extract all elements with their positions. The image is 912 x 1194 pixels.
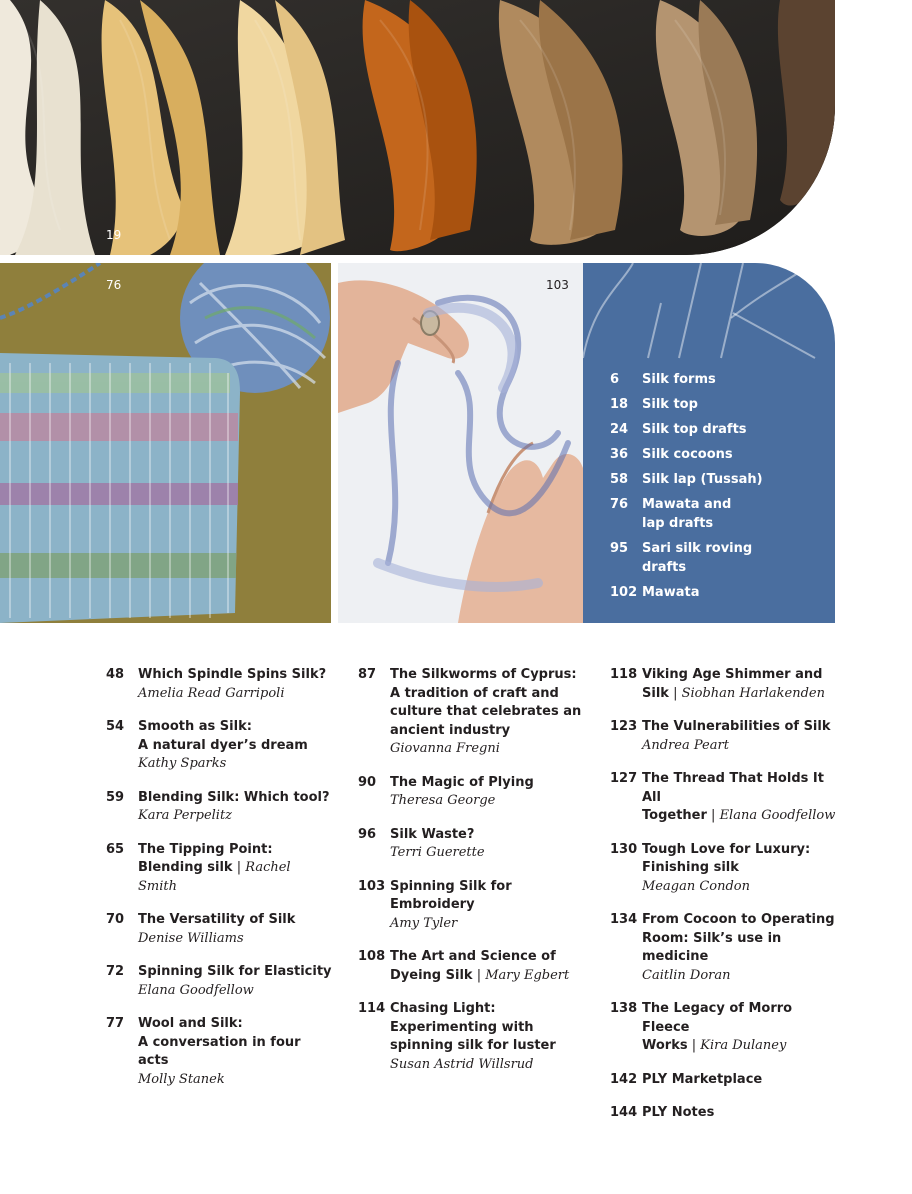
toc-author: Meagan Condon [642,878,750,894]
toc-page-number: 118 [610,667,638,682]
toc-subtitle: Works [642,1038,688,1053]
toc-author: Molly Stanek [138,1071,225,1087]
silk-item-title: Mawata [642,585,700,600]
toc-separator: | [236,860,246,875]
toc-subtitle: Finishing silk [642,860,739,875]
toc-entry[interactable] [610,911,840,985]
toc-title: The Art and Science of [390,949,556,964]
silk-item-title: Silk cocoons [642,447,733,462]
toc-title: Smooth as Silk: [138,719,252,734]
silk-forms-item[interactable] [610,583,830,602]
photo-page-number: 103 [546,278,569,292]
toc-entry[interactable] [358,826,594,863]
silk-forms-item[interactable] [610,495,830,533]
toc-title: The Silkworms of Cyprus: [390,667,577,682]
toc-column-2 [358,666,594,1089]
silk-item-title: Silk top drafts [642,422,747,437]
silk-item-page: 18 [610,397,629,412]
toc-subtitle: Room: Silk’s use in medicine [642,930,782,964]
toc-entry[interactable] [106,666,332,703]
toc-entry[interactable] [106,789,332,826]
silk-forms-item[interactable] [610,370,830,389]
toc-entry[interactable] [358,666,594,759]
toc-separator: | [476,967,486,983]
toc-title: Viking Age Shimmer and [642,667,823,682]
toc-title: Wool and Silk: [138,1016,243,1031]
toc-author: Rachel Smith [138,860,291,894]
toc-subtitle: Experimenting with spinning silk for luster [390,1019,556,1053]
toc-author: Mary Egbert [485,967,570,983]
silk-forms-panel [583,263,835,623]
silk-item-title: Mawata and lap drafts [642,497,732,531]
photo-page-number: 19 [106,228,122,242]
toc-author: Kathy Sparks [138,756,227,771]
toc-page-number: 54 [106,719,125,734]
toc-separator: | [691,1038,701,1053]
toc-title: Tough Love for Luxury: [642,841,811,857]
toc-entry[interactable] [358,774,594,811]
silk-forms-item[interactable] [610,395,830,414]
toc-page-number: 72 [106,964,125,979]
toc-title: From Cocoon to Operating [642,912,835,927]
knit-swatch-photo [0,263,331,623]
silk-watermark [583,263,835,373]
toc-page-number: 144 [610,1105,638,1120]
toc-author: Kara Perpelitz [138,808,233,823]
toc-author: Amelia Read Garripoli [138,685,285,701]
toc-subtitle: A tradition of craft and culture that celebrates an ancient industry [390,685,582,738]
toc-entry[interactable] [106,911,332,948]
toc-subtitle: A natural dyer’s dream [138,737,308,753]
toc-page-number: 130 [610,841,638,857]
toc-title: Silk Waste? [390,826,475,842]
toc-author: Denise Williams [138,930,244,946]
silk-item-title: Silk top [642,397,698,412]
toc-entry[interactable] [610,666,840,703]
hands-photo [338,263,583,623]
toc-page-number: 87 [358,667,377,682]
toc-page-number: 127 [610,771,638,786]
toc-entry[interactable] [610,841,840,897]
silk-item-title: Silk forms [642,372,716,387]
toc-title: The Tipping Point: [138,841,273,857]
toc-entry[interactable] [610,718,840,755]
toc-title: Spinning Silk for Elasticity [138,964,332,979]
toc-entry[interactable] [610,1104,840,1123]
skeins-photo [0,0,835,255]
toc-title: The Thread That Holds It All [642,771,824,805]
toc-title: The Legacy of Morro Fleece [642,1001,793,1035]
toc-page-number: 70 [106,912,125,927]
toc-page-number: 114 [358,1001,386,1016]
toc-page-number: 123 [610,719,638,734]
silk-item-page: 58 [610,472,629,487]
silk-item-page: 6 [610,372,620,387]
toc-entry[interactable] [358,1000,594,1074]
toc-entry[interactable] [106,718,332,774]
toc-entry[interactable] [106,963,332,1000]
toc-entry[interactable] [106,1015,332,1089]
toc-page-number: 65 [106,841,125,857]
toc-entry[interactable] [610,1071,840,1090]
toc-subtitle: Together [642,808,707,823]
toc-author: Theresa George [390,793,496,808]
toc-page-number: 90 [358,774,377,790]
toc-author: Elana Goodfellow [138,982,254,998]
toc-entry[interactable] [610,770,840,826]
toc-entry[interactable] [106,841,332,897]
toc-author: Andrea Peart [642,737,729,753]
silk-forms-item[interactable] [610,539,830,577]
toc-page-number: 48 [106,667,125,682]
toc-entry[interactable] [610,1000,840,1056]
toc-title: The Magic of Plying [390,774,534,790]
silk-forms-list [610,370,830,608]
silk-item-page: 36 [610,447,629,462]
toc-subtitle: Blending silk [138,860,233,875]
toc-title: PLY Notes [642,1105,715,1120]
toc-subtitle: Silk [642,685,669,701]
toc-author: Kira Dulaney [700,1038,787,1053]
silk-item-page: 102 [610,585,638,600]
silk-forms-item[interactable] [610,470,830,489]
silk-item-title: Silk lap (Tussah) [642,472,763,487]
toc-separator: | [673,685,682,701]
toc-author: Susan Astrid Willsrud [390,1056,534,1072]
toc-page-number: 59 [106,789,125,805]
silk-item-page: 95 [610,541,629,556]
toc-title: The Vulnerabilities of Silk [642,719,831,734]
toc-author: Caitlin Doran [642,967,731,983]
toc-page-number: 77 [106,1016,125,1031]
toc-entry[interactable] [358,948,594,985]
toc-page-number: 108 [358,949,386,964]
silk-item-page: 76 [610,497,629,512]
toc-page-number: 134 [610,912,638,927]
silk-item-title: Sari silk roving drafts [642,541,753,575]
silk-item-page: 24 [610,422,629,437]
toc-separator: | [711,808,720,823]
toc-author: Elana Goodfellow [719,808,836,823]
toc-title: Spinning Silk for Embroidery [390,878,512,912]
toc-page-number: 96 [358,826,377,842]
toc-title: PLY Marketplace [642,1071,763,1087]
toc-title: The Versatility of Silk [138,912,296,927]
toc-title: Blending Silk: Which tool? [138,789,330,805]
hands-illustration [338,263,583,623]
toc-page-number: 138 [610,1001,638,1016]
toc-column-1 [106,666,332,1104]
toc-subtitle: A conversation in four acts [138,1034,301,1068]
knit-swatch-illustration [0,263,331,623]
toc-author: Terri Guerette [390,845,485,860]
skeins-illustration [0,0,835,255]
toc-title: Chasing Light: [390,1001,496,1016]
silk-forms-item[interactable] [610,445,830,464]
toc-subtitle: Dyeing Silk [390,967,473,983]
photo-page-number: 76 [106,278,122,292]
toc-page-number: 103 [358,878,386,894]
toc-column-3 [610,666,840,1138]
toc-title: Which Spindle Spins Silk? [138,667,327,682]
toc-page-number: 142 [610,1071,638,1087]
toc-entry[interactable] [358,878,594,934]
toc-author: Siobhan Harlakenden [681,685,825,701]
silk-forms-item[interactable] [610,420,830,439]
toc-author: Amy Tyler [390,915,458,931]
toc-author: Giovanna Fregni [390,741,500,756]
